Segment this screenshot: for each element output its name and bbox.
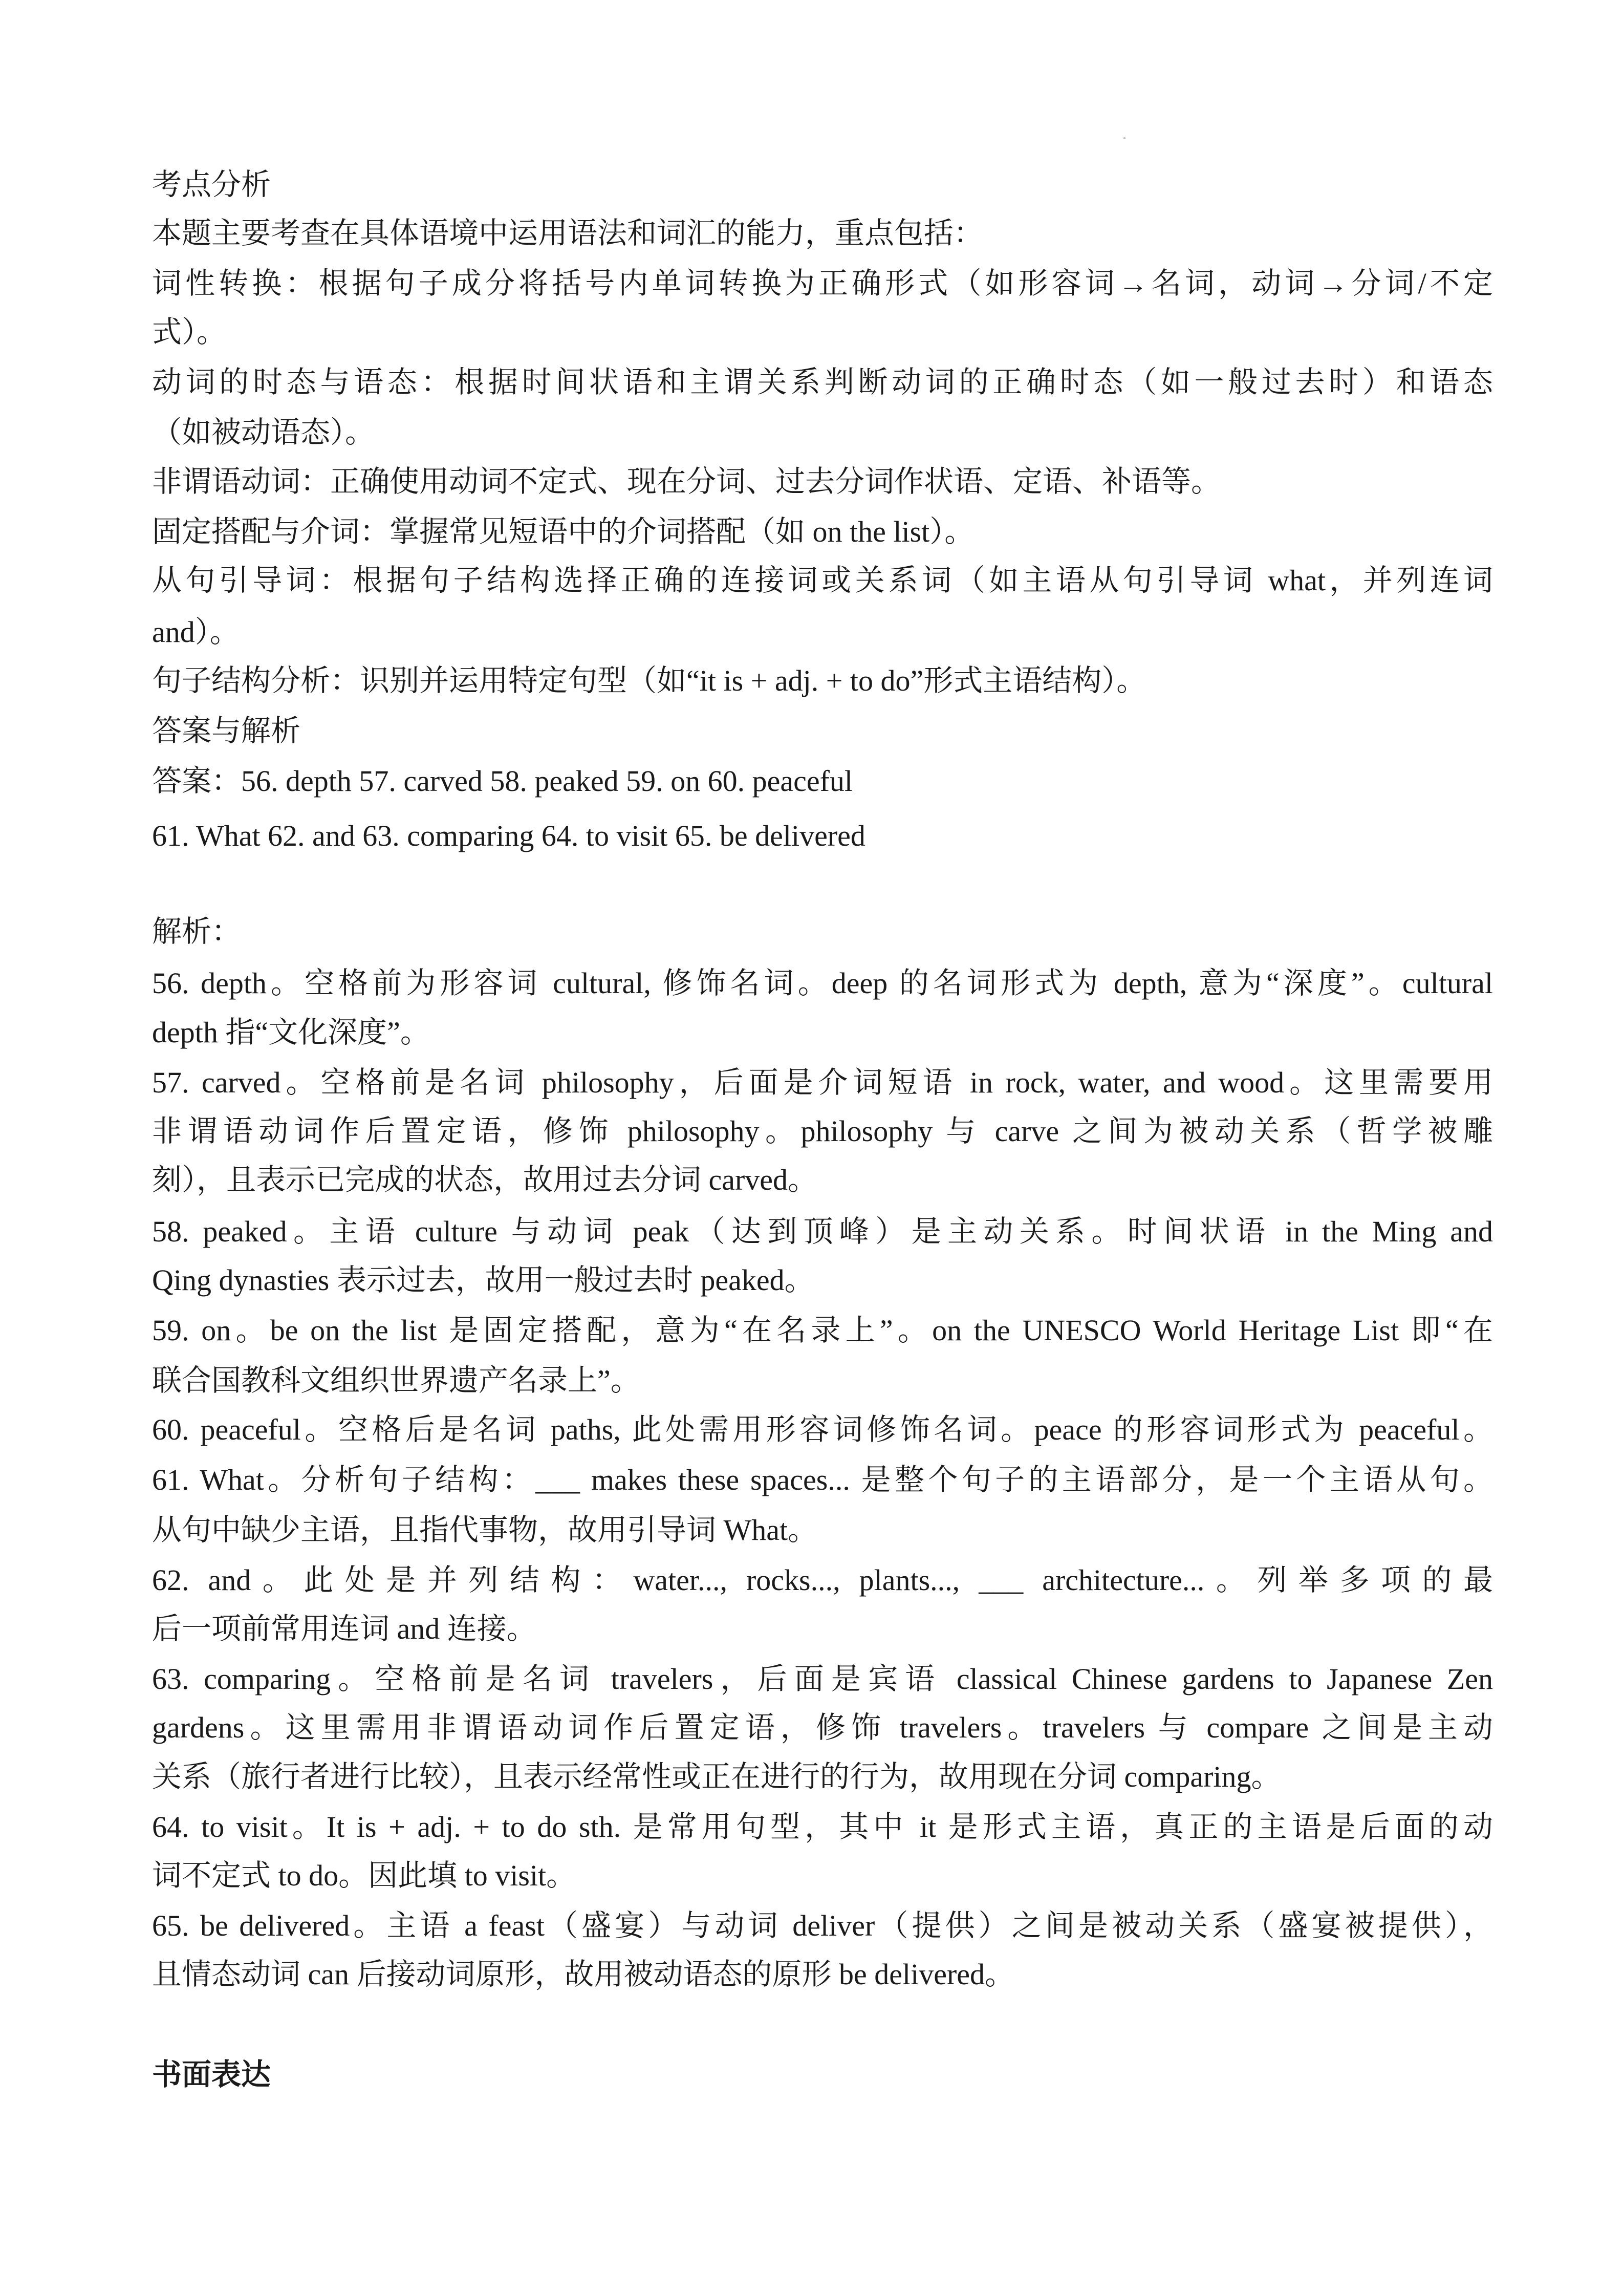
section-heading-writing: 书面表达 [152, 2058, 271, 2091]
scan-speck [1123, 137, 1125, 139]
explanation-63: 63. comparing。空格前是名词 travelers，后面是宾语 classical Chinese gardens to Japanese Zen [152, 1662, 1493, 1696]
point-word-form-cont: 式）。 [152, 315, 227, 349]
answers-line-1: 答案：56. depth 57. carved 58. peaked 59. on 60. peaceful [152, 764, 853, 798]
explanation-58-cont: Qing dynasties 表示过去，故用一般过去时 peaked。 [152, 1263, 814, 1297]
section-heading-answers: 答案与解析 [152, 714, 301, 747]
analysis-heading: 解析： [152, 915, 242, 948]
explanation-60: 60. peaceful。空格后是名词 paths, 此处需用形容词修饰名词。peace 的形容词形式为 peaceful。 [152, 1413, 1493, 1446]
explanation-63-cont2: 关系（旅行者进行比较），且表示经常性或正在进行的行为，故用现在分词 comparing。 [152, 1760, 1281, 1793]
explanation-56-cont: depth 指“文化深度”。 [152, 1016, 430, 1049]
explanation-65-cont: 且情态动词 can 后接动词原形，故用被动语态的原形 be delivered。 [152, 1958, 1015, 1991]
explanation-57-cont2: 刻），且表示已完成的状态，故用过去分词 carved。 [152, 1163, 818, 1196]
intro-text: 本题主要考查在具体语境中运用语法和词汇的能力，重点包括： [152, 217, 984, 250]
explanation-61: 61. What。分析句子结构：___ makes these spaces... 是整个句子的主语部分，是一个主语从句。 [152, 1463, 1493, 1496]
answers-line-2: 61. What 62. and 63. comparing 64. to visit 65. be delivered [152, 819, 865, 852]
point-clause-connector: 从句引导词：根据句子结构选择正确的连接词或关系词（如主语从句引导词 what，并列连词 [152, 564, 1493, 597]
explanation-59-cont: 联合国教科文组织世界遗产名录上”。 [152, 1364, 640, 1397]
explanation-64-cont: 词不定式 to do。因此填 to visit。 [152, 1859, 576, 1892]
explanation-65: 65. be delivered。主语 a feast（盛宴）与动词 deliver（提供）之间是被动关系（盛宴被提供）， [152, 1909, 1493, 1942]
point-tense-voice-cont: （如被动语态）。 [152, 416, 375, 449]
point-collocation: 固定搭配与介词：掌握常见短语中的介词搭配（如 on the list）。 [152, 515, 975, 548]
section-heading-exam-points: 考点分析 [152, 168, 271, 201]
explanation-63-cont: gardens。这里需用非谓语动词作后置定语，修饰 travelers。travelers 与 compare 之间是主动 [152, 1711, 1493, 1744]
explanation-62-cont: 后一项前常用连词 and 连接。 [152, 1612, 536, 1645]
explanation-64: 64. to visit。It is + adj. + to do sth. 是常用句型，其中 it 是形式主语，真正的主语是后面的动 [152, 1810, 1493, 1843]
explanation-62: 62. and。此处是并列结构：water..., rocks..., plants..., ___ architecture...。列举多项的最 [152, 1563, 1493, 1597]
explanation-56: 56. depth。空格前为形容词 cultural, 修饰名词。deep 的名词形式为 depth, 意为“深度”。cultural [152, 967, 1493, 1000]
point-clause-connector-cont: and）。 [152, 615, 240, 649]
point-sentence-structure: 句子结构分析：识别并运用特定句型（如“it is + adj. + to do”形式主语结构）。 [152, 664, 1146, 697]
explanation-59: 59. on。be on the list 是固定搭配，意为“在名录上”。on the UNESCO World Heritage List 即“在 [152, 1314, 1493, 1347]
explanation-61-cont: 从句中缺少主语，且指代事物，故用引导词 What。 [152, 1513, 818, 1547]
point-tense-voice: 动词的时态与语态：根据时间状语和主谓关系判断动词的正确时态（如一般过去时）和语态 [152, 366, 1493, 399]
explanation-57-cont: 非谓语动词作后置定语，修饰 philosophy。philosophy 与 carve 之间为被动关系（哲学被雕 [152, 1114, 1493, 1148]
point-nonfinite: 非谓语动词：正确使用动词不定式、现在分词、过去分词作状语、定语、补语等。 [152, 465, 1221, 498]
point-word-form: 词性转换：根据句子成分将括号内单词转换为正确形式（如形容词→名词，动词→分词/不定 [152, 267, 1493, 300]
explanation-58: 58. peaked。主语 culture 与动词 peak（达到顶峰）是主动关系。时间状语 in the Ming and [152, 1215, 1493, 1248]
explanation-57: 57. carved。空格前是名词 philosophy，后面是介词短语 in rock, water, and wood。这里需要用 [152, 1066, 1493, 1099]
